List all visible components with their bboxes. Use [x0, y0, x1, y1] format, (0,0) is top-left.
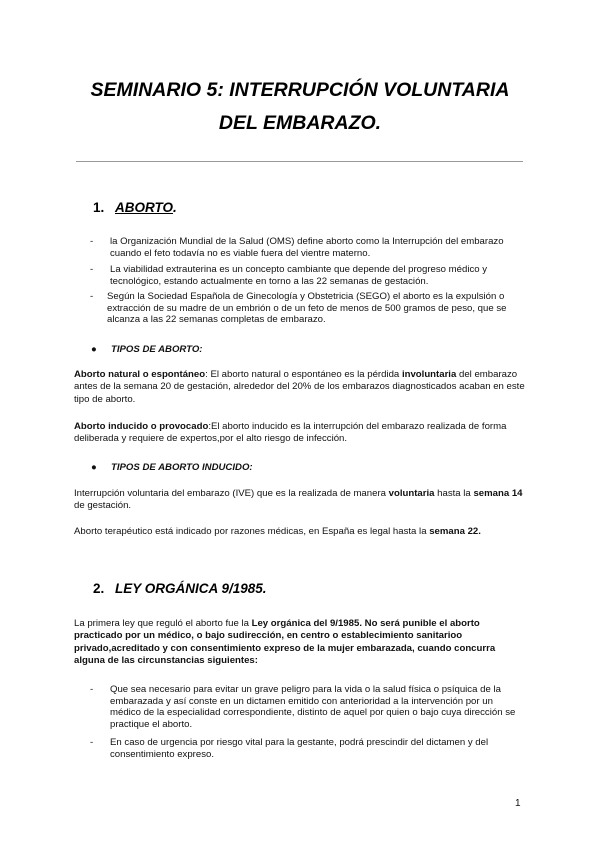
paragraph-ive	[74, 488, 526, 513]
bullet-icon: ●	[91, 344, 97, 355]
title-line-2: DEL EMBARAZO.	[218, 112, 382, 134]
section-1-heading	[93, 200, 177, 215]
section-2-title: LEY ORGÁNICA 9/1985.	[115, 581, 267, 596]
bold-segment: voluntaria	[388, 488, 435, 499]
list-item-text: En caso de urgencia por riesgo vital para la gestante, podrá prescindir del dictamen y del consentimiento expreso.	[110, 737, 489, 760]
section-1-title-suffix: .	[173, 200, 177, 215]
section-1-number: 1.	[93, 200, 105, 215]
dash-marker: -	[90, 236, 94, 247]
subheading-text: TIPOS DE ABORTO:	[111, 344, 203, 355]
bullet-icon: ●	[91, 462, 97, 473]
bold-segment: Ley orgánica del 9/1985. No será punible el aborto practicado por un médico, o bajo sudirección, en centro o establecimiento sanitarioo privado,acreditado y con consentimiento expreso de la mujer embarazada, cuando concurra alguna de las circunstancias siguientes:	[74, 618, 496, 667]
title-line-1: SEMINARIO 5: INTERRUPCIÓN VOLUNTARIA	[90, 79, 510, 101]
paragraph-aborto-natural	[74, 369, 526, 406]
document-title	[60, 74, 540, 140]
term-aborto-natural: Aborto natural o espontáneo	[74, 369, 206, 380]
dash-marker: -	[90, 264, 94, 275]
title-divider	[76, 161, 523, 162]
list-item	[90, 684, 520, 730]
text-segment: de gestación.	[74, 500, 132, 512]
list-item-text: la Organización Mundial de la Salud (OMS) define aborto como la Interrupción del embarazo cuando el feto todavía no es viable fuera del vientre materno.	[110, 236, 504, 259]
text-segment: :El aborto inducido es la interrupción del embarazo realizada de forma deliberada y requiere de expertos,por el alto riesgo de infección.	[74, 421, 507, 445]
bold-segment: semana 14	[473, 488, 523, 499]
list-item-text: Que sea necesario para evitar un grave peligro para la vida o la salud física o psíquica de la embarazada y así conste en un dictamen emitido con anterioridad a la intervención por un médico de la especialidad correspondiente, distinto de aquel por quien o bajo cuya dirección se practique el aborto.	[110, 684, 516, 730]
list-item-text: Según la Sociedad Española de Ginecología y Obstetricia (SEGO) el aborto es la expulsión o extracción de su madre de un embrión o de un feto de menos de 500 gramos de peso, que se alcanza a las 22 semanas completas de embarazo.	[107, 291, 507, 326]
paragraph-aborto-inducido	[74, 421, 526, 446]
list-item	[90, 737, 520, 760]
dash-marker: -	[90, 684, 94, 695]
list-item-text: La viabilidad extrauterina es un concepto cambiante que depende del progreso médico y tecnológico, estando actualmente en torno a las 22 semanas de gestación.	[110, 264, 488, 287]
section-1-title: ABORTO	[115, 200, 174, 215]
subheading-tipos-aborto	[91, 344, 203, 355]
bold-segment: involuntaria	[401, 369, 457, 380]
list-item	[90, 264, 520, 287]
subheading-tipos-aborto-inducido	[91, 462, 253, 473]
dash-marker: -	[90, 737, 94, 748]
term-aborto-inducido: Aborto inducido o provocado	[74, 421, 209, 432]
text-segment: Aborto terapéutico está indicado por razones médicas, en España es legal hasta la	[74, 526, 430, 537]
list-item	[90, 291, 520, 326]
bold-segment: semana 22.	[429, 526, 481, 537]
text-segment: La primera ley que reguló el aborto fue la	[74, 618, 252, 629]
subheading-text: TIPOS DE ABORTO INDUCIDO:	[111, 462, 253, 473]
text-segment: del embarazo antes de la semana 20 de gestación, alrededor del 20% de los embarazos diagnosticados acaban en este tipo de aborto.	[74, 369, 525, 405]
dash-marker: -	[90, 291, 94, 302]
text-segment: hasta la	[434, 488, 474, 499]
page-number: 1	[515, 798, 521, 809]
paragraph-terapeutico	[74, 526, 526, 538]
section-2-heading	[93, 581, 267, 596]
text-segment: Interrupción voluntaria del embarazo (IVE) que es la realizada de manera	[74, 488, 389, 499]
list-item	[90, 236, 520, 259]
text-segment: : El aborto natural o espontáneo es la pérdida	[205, 369, 402, 380]
section-2-number: 2.	[93, 581, 105, 596]
paragraph-ley-intro	[74, 618, 526, 668]
